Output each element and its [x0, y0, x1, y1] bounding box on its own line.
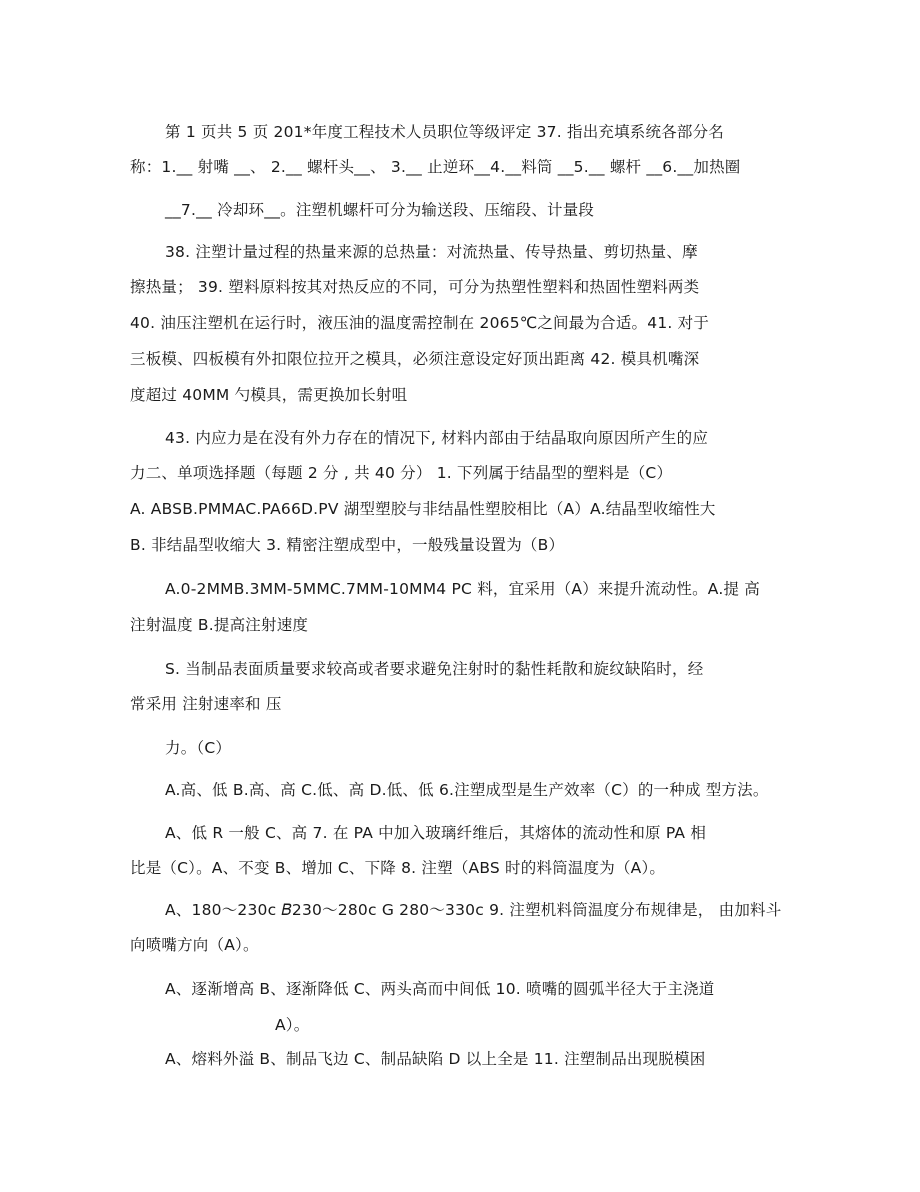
- text-line: A、180～230c 𝐵230～280c G 280～330c 9. 注塑机料筒温度分布规律是， 由加料斗: [165, 901, 782, 919]
- text-line: 40. 油压注塑机在运行时，液压油的温度需控制在 2065℃之间最为合适。41. 对于: [130, 314, 710, 332]
- text-line: S. 当制品表面质量要求较高或者要求避免注射时的黏性耗散和旋纹缺陷时，经: [165, 660, 704, 678]
- text-line: 比是（C）。A、不变 B、增加 C、下降 8. 注塑（ABS 时的料筒温度为（A）。: [130, 859, 666, 877]
- text-line: 43. 内应力是在没有外力存在的情况下, 材料内部由于结晶取向原因所产生的应: [165, 429, 709, 447]
- text-line: A）。: [275, 1016, 310, 1034]
- text-line: A. ABSB.PMMAC.PA66D.PV 湖型塑胶与非结晶性塑胶相比（A）A.结晶型收缩性大: [130, 500, 716, 518]
- text-line: __7.__ 冷却环__。注塑机螺杆可分为输送段、压缩段、计量段: [165, 201, 595, 219]
- text-line: 度超过 40MM 勺模具，需更换加长射咀: [130, 386, 408, 404]
- text-line: 力二、单项选择题（每题 2 分 , 共 40 分） 1. 下列属于结晶型的塑料是（C）: [130, 464, 673, 482]
- text-line: 三板模、四板模有外扣限位拉开之模具，必须注意设定好顶出距离 42. 模具机嘴深: [130, 350, 700, 368]
- text-line: A、低 R 一般 C、高 7. 在 PA 中加入玻璃纤维后，其熔体的流动性和原 PA 相: [165, 824, 707, 842]
- text-line: 擦热量； 39. 塑料原料按其对热反应的不同，可分为热塑性塑料和热固性塑料两类: [130, 278, 700, 296]
- text-line: A.高、低 B.高、高 C.低、高 D.低、低 6.注塑成型是生产效率（C）的一种成 型方法。: [165, 781, 769, 799]
- text-line: 第 1 页共 5 页 201*年度工程技术人员职位等级评定 37. 指出充填系统各部分名: [165, 123, 724, 141]
- text-line: 注射温度 B.提高注射速度: [130, 616, 309, 634]
- text-line: B. 非结晶型收缩大 3. 精密注塑成型中，一般残量设置为（B）: [130, 536, 565, 554]
- text-line: A、熔料外溢 B、制品飞边 C、制品缺陷 D 以上全是 11. 注塑制品出现脱模困: [165, 1050, 706, 1068]
- text-line: 称：1.__ 射嘴 __、 2.__ 螺杆头__、 3.__ 止逆环__4.__料筒 __5.__ 螺杆 __6.__加热圈: [130, 158, 741, 176]
- text-line: 常采用 注射速率和 压: [130, 695, 282, 713]
- text-line: 力。（C）: [165, 739, 232, 757]
- text-line: 38. 注塑计量过程的热量来源的总热量：对流热量、传导热量、剪切热量、摩: [165, 243, 698, 261]
- text-line: 向喷嘴方向（A）。: [130, 936, 259, 954]
- text-line: A.0-2MMB.3MM-5MMC.7MM-10MM4 PC 料，宜采用（A）来提升流动性。A.提 高: [165, 580, 760, 598]
- text-line: A、逐渐增高 B、逐渐降低 C、两头高而中间低 10. 喷嘴的圆弧半径大于主浇道: [165, 980, 715, 998]
